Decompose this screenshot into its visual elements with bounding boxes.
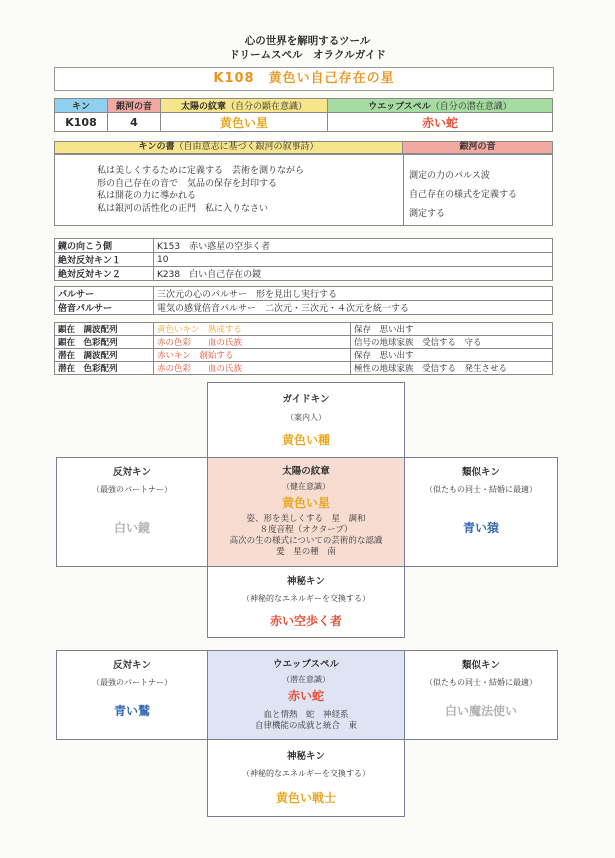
box-subtitle: （案内人） <box>286 413 326 422</box>
book-header-label: キンの書 <box>138 142 175 152</box>
seal-desc: 姿、形を美しくする 星 調和 <box>246 514 366 524</box>
box-title: 神秘キン <box>287 751 325 762</box>
seal-desc: 高次の生の様式についての芸術的な認識 <box>229 536 383 546</box>
tone-line: 自己存在の様式を定義する <box>409 190 518 200</box>
relation-label: 鏡の向こう側 <box>55 239 154 253</box>
book-divider <box>403 155 404 225</box>
chromatic-value: 赤いキン 創始する <box>154 349 351 362</box>
kin-summary-table <box>54 98 553 132</box>
relation-label: 絶対反対キン１ <box>55 253 154 267</box>
pulsar-table <box>54 286 553 315</box>
document-subtitle: ドリームスペル オラクルガイド <box>229 49 386 61</box>
book-line: 私は開花の力に導かれる <box>97 191 197 201</box>
wavespell-occult-box <box>207 739 405 817</box>
kin-header: キン <box>55 99 108 113</box>
chromatic-desc: 極性の地球家族 受信する 発生させる <box>351 362 553 375</box>
wavespell-header-note: （自分の潜在意識） <box>430 102 512 112</box>
guide-kin-box <box>207 382 405 458</box>
book-header <box>54 141 553 154</box>
pulsar-label: パルサー <box>55 287 154 301</box>
chromatic-value: 黄色いキン 熟成する <box>154 323 351 336</box>
book-header-note: （自由意志に基づく銀河の叙事詩） <box>174 142 319 152</box>
tone-line: 測定の力のパルス波 <box>409 171 490 181</box>
seal-name: 黄色い星 <box>161 113 328 132</box>
box-title: 太陽の紋章 <box>282 466 330 477</box>
chromatic-desc: 信号の地球家族 受信する 守る <box>351 336 553 349</box>
book-header-left <box>54 141 403 154</box>
box-kin-name: 白い魔法使い <box>444 704 517 718</box>
tone-header: 銀河の音 <box>108 99 161 113</box>
book-text <box>97 165 397 215</box>
box-subtitle: （神秘的なエネルギーを交換する） <box>242 769 370 778</box>
book-line: 形の自己存在の音で 気品の保存を封印する <box>97 178 278 189</box>
book-line: 私は銀河の活性化の正門 私に入りなさい <box>97 203 269 214</box>
occult-kin-box <box>207 566 405 638</box>
chromatic-desc: 保存 思い出す <box>351 323 553 336</box>
box-subtitle: （最強のパートナー） <box>92 485 172 494</box>
document-title: 心の世界を解明するツール <box>244 35 371 47</box>
kin-number: K108 <box>55 113 108 132</box>
book-line: 私は美しくするために定義する 芸術を測りながら <box>97 166 305 176</box>
box-title: 類似キン <box>462 467 500 478</box>
tone-text <box>409 167 549 224</box>
chromatic-label: 潜在 色彩配列 <box>55 362 154 375</box>
chromatic-table <box>54 322 553 375</box>
box-subtitle: （神秘的なエネルギーを交換する） <box>242 594 370 603</box>
chromatic-label: 顕在 色彩配列 <box>55 336 154 349</box>
wavespell-header-label: ウエッブスペル <box>368 102 431 112</box>
box-title: 反対キン <box>113 467 151 478</box>
seal-desc: ８度音程（オクターブ） <box>259 525 353 535</box>
tone-line: 測定する <box>409 209 446 219</box>
box-subtitle: （似たもの同士・結婚に最適） <box>425 485 537 494</box>
book-header-right: 銀河の音 <box>402 141 553 154</box>
box-kin-name: 黄色い戦士 <box>275 791 336 805</box>
pulsar-label: 倍音パルサー <box>55 301 154 315</box>
wavespell-box <box>207 650 405 740</box>
box-kin-name: 赤い空歩く者 <box>269 614 342 628</box>
box-subtitle: （最強のパートナー） <box>92 678 172 687</box>
tone-number: 4 <box>108 113 161 132</box>
wavespell-antipode-box <box>56 650 208 740</box>
box-kin-name: 青い猿 <box>462 521 499 535</box>
wavespell-name: 赤い蛇 <box>328 113 553 132</box>
seal-header <box>161 99 328 113</box>
wavespell-analog-box <box>404 650 558 740</box>
chromatic-value: 赤の色彩 血の氏族 <box>154 362 351 375</box>
kin-title: K108 黄色い自己存在の星 <box>54 67 554 91</box>
wavespell-desc: 自律機能の成就と統合 東 <box>254 721 357 731</box>
seal-desc: 愛 星の種 南 <box>276 547 336 557</box>
seal-header-label: 太陽の紋章 <box>180 102 226 112</box>
relations-table <box>54 238 553 281</box>
analog-kin-box <box>404 457 558 567</box>
box-kin-name: 赤い蛇 <box>287 689 324 703</box>
relation-value: K153 赤い惑星の空歩く者 <box>154 239 553 253</box>
wavespell-desc: 血と情熱 蛇 神経系 <box>263 710 349 720</box>
seal-header-note: （自分の顕在意識） <box>226 102 308 112</box>
box-title: 神秘キン <box>287 576 325 587</box>
chromatic-label: 顕在 調波配列 <box>55 323 154 336</box>
chromatic-value: 赤の色彩 血の氏族 <box>154 336 351 349</box>
wavespell-header <box>328 99 553 113</box>
box-title: 反対キン <box>113 660 151 671</box>
box-subtitle: （健在意識） <box>282 482 330 491</box>
box-kin-name: 黄色い種 <box>281 433 330 447</box>
box-kin-name: 白い鏡 <box>113 521 150 535</box>
book-body <box>54 154 553 226</box>
relation-value: K238 白い自己存在の鏡 <box>154 267 553 281</box>
pulsar-value: 三次元の心のパルサー 形を見出し実行する <box>154 287 553 301</box>
box-subtitle: （似たもの同士・結婚に最適） <box>425 678 537 687</box>
solar-seal-box <box>207 457 405 567</box>
relation-label: 絶対反対キン２ <box>55 267 154 281</box>
box-title: 類似キン <box>462 660 500 671</box>
chromatic-label: 潜在 調波配列 <box>55 349 154 362</box>
box-kin-name: 青い鷲 <box>113 704 150 718</box>
box-title: ウエッブスペル <box>273 659 339 670</box>
box-subtitle: （潜在意識） <box>282 675 330 684</box>
relation-value: 10 <box>154 253 553 267</box>
box-kin-name: 黄色い星 <box>281 496 330 510</box>
antipode-kin-box <box>56 457 208 567</box>
box-title: ガイドキン <box>282 394 330 405</box>
chromatic-desc: 保存 思い出す <box>351 349 553 362</box>
pulsar-value: 電気の感覚倍音パルサー 二次元・三次元・４次元を統一する <box>154 301 553 315</box>
